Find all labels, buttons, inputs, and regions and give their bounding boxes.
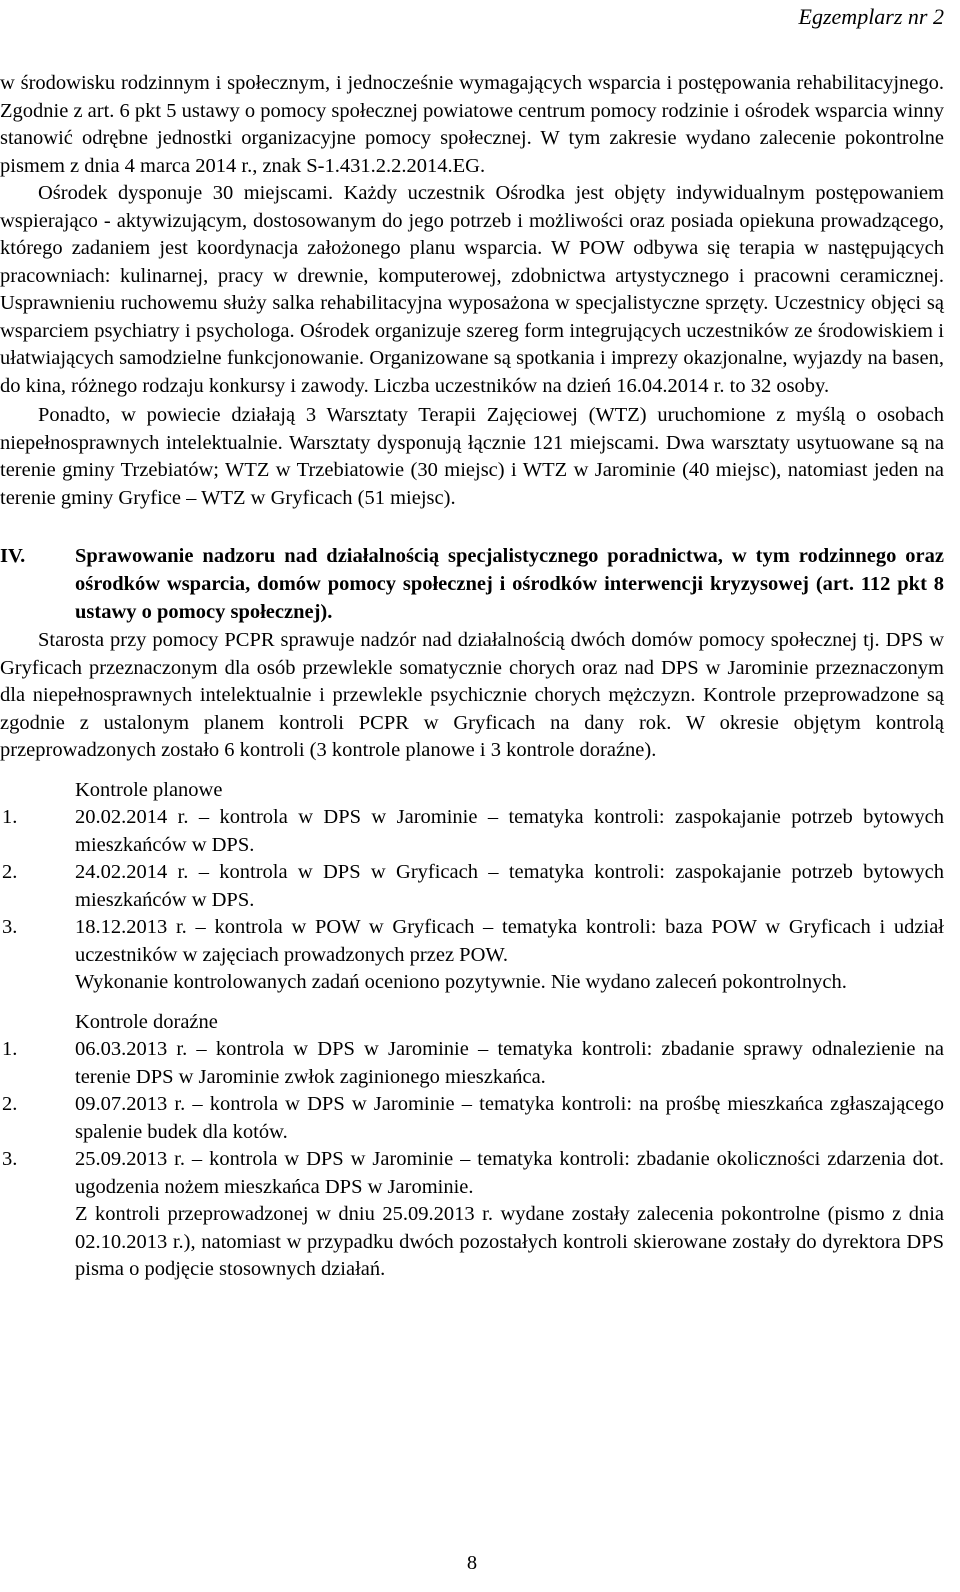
list-item [0,1091,944,1146]
paragraph-osrodek: Ośrodek dysponuje 30 miejscami. Każdy uczestnik Ośrodka jest objęty indywidualnym postępowaniem wspierająco - aktywizującym, dostosowanym do jego potrzeb i możliwości oraz posiada opiekuna prowadzącego, którego zadaniem jest koordynacja założonego planu wsparcia. W POW odbywa się terapia w następujących pracowniach: kulinarnej, pracy w drewnie, komputerowej, zdobnictwa artystycznego i pracowni ceramicznej. Usprawnieniu ruchowemu służy salka rehabilitacyjna wyposażona w specjalistyczne sprzęty. Uczestnicy objęci są wsparciem psychiatry i psychologa. Ośrodek organizuje szereg form integrujących uczestników ze środowiskiem i ułatwiających samodzielne funkcjonowanie. Organizowane są spotkania i imprezy okazjonalne, wyjazdy na basen, do kina, różnego rodzaju konkursy i zawody. Liczba uczestników na dzień 16.04.2014 r. to 32 osoby. [0,182,944,397]
planned-controls-summary: Wykonanie kontrolowanych zadań oceniono pozytywnie. Nie wydano zaleceń pokontrolnych. [75,971,847,993]
section-title: Sprawowanie nadzoru nad działalnością specjalistycznego poradnictwa, w tym rodzinnego oraz ośrodków wsparcia, domów pomocy społecznej i ośrodków interwencji kryzysowej (art. 112 pkt 8 ustawy o pomocy społecznej). [75,545,944,623]
section-intro: Starosta przy pomocy PCPR sprawuje nadzór nad działalnością dwóch domów pomocy społecznej tj. DPS w Gryficach przeznaczonym dla osób przewlekle somatycznie chorych oraz nad DPS w Jarominie przeznaczonym dla niepełnosprawnych intelektualnie i przewlekle psychicznie chorych mężczyzn. Kontrole przeprowadzone są zgodnie z ustalonym planem kontroli PCPR w Gryficach na dany rok. W okresie objętym kontrolą przeprowadzonych zostało 6 kontroli (3 kontrole planowe i 3 kontrole doraźne). [0,629,944,761]
list-item [0,1146,944,1201]
page-number: 8 [466,1552,478,1574]
list-item-text: 25.09.2013 r. – kontrola w DPS w Jarominie – tematyka kontroli: zbadanie okoliczności zdarzenia dot. ugodzenia nożem mieszkańca DPS w Jarominie. [75,1148,944,1198]
list-item-number: 2. [2,1093,18,1115]
list-item-text: 06.03.2013 r. – kontrola w DPS w Jarominie – tematyka kontroli: zbadanie sprawy odnalezienie na terenie DPS w Jarominie zwłok zaginionego mieszkańca. [75,1038,944,1088]
list-item-text: 24.02.2014 r. – kontrola w DPS w Gryficach – tematyka kontroli: zaspokajanie potrzeb bytowych mieszkańców w DPS. [75,861,944,911]
planned-controls-title: Kontrole planowe [75,778,223,801]
section-number: IV. [0,545,26,567]
list-item [0,859,944,914]
list-item [0,914,944,969]
list-item-text: 18.12.2013 r. – kontrola w POW w Gryficach – tematyka kontroli: baza POW w Gryficach i udział uczestników w zajęciach prowadzonych przez POW. [75,916,944,966]
paragraph-intro: w środowisku rodzinnym i społecznym, i jednocześnie wymagających wsparcia i postępowania rehabilitacyjnego. Zgodnie z art. 6 pkt 5 ustawy o pomocy społecznej powiatowe centrum pomocy rodzinie i ośrodek wsparcia winny stanowić odrębne jednostki organizacyjne pomocy społecznej. W tym zakresie wydano zalecenie pokontrolne pismem z dnia 4 marca 2014 r., znak S-1.431.2.2.2014.EG. [0,72,944,177]
planned-controls-list [0,804,944,969]
list-item-number: 3. [2,1148,18,1170]
section-heading [0,542,944,626]
list-item-number: 2. [2,861,18,883]
list-item [0,804,944,859]
list-item [0,1036,944,1091]
adhoc-controls-list [0,1036,944,1201]
list-item-text: 09.07.2013 r. – kontrola w DPS w Jarominie – tematyka kontroli: na prośbę mieszkańca zgłaszającego spalenie budek dla kotów. [75,1093,944,1143]
copy-number-header: Egzemplarz nr 2 [798,4,944,29]
adhoc-controls-summary: Z kontroli przeprowadzonej w dniu 25.09.2013 r. wydane zostały zalecenia pokontrolne (pismo z dnia 02.10.2013 r.), natomiast w przypadku dwóch pozostałych kontroli skierowane zostały do dyrektora DPS pisma o podjęcie stosownych działań. [75,1203,944,1280]
adhoc-controls-title: Kontrole doraźne [75,1010,218,1033]
list-item-number: 3. [2,916,18,938]
paragraph-wtz: Ponadto, w powiecie działają 3 Warsztaty Terapii Zajęciowej (WTZ) uruchomione z myślą o osobach niepełnosprawnych intelektualnie. Warsztaty dysponują łącznie 121 miejscami. Dwa warsztaty usytuowane są na terenie gminy Trzebiatów; WTZ w Trzebiatowie (30 miejsc) i WTZ w Jarominie (40 miejsc), natomiast jeden na terenie gminy Gryfice – WTZ w Gryficach (51 miejsc). [0,404,944,509]
list-item-number: 1. [2,1038,18,1060]
list-item-number: 1. [2,806,18,828]
document-body [0,70,944,1284]
list-item-text: 20.02.2014 r. – kontrola w DPS w Jarominie – tematyka kontroli: zaspokajanie potrzeb bytowych mieszkańców w DPS. [75,806,944,856]
